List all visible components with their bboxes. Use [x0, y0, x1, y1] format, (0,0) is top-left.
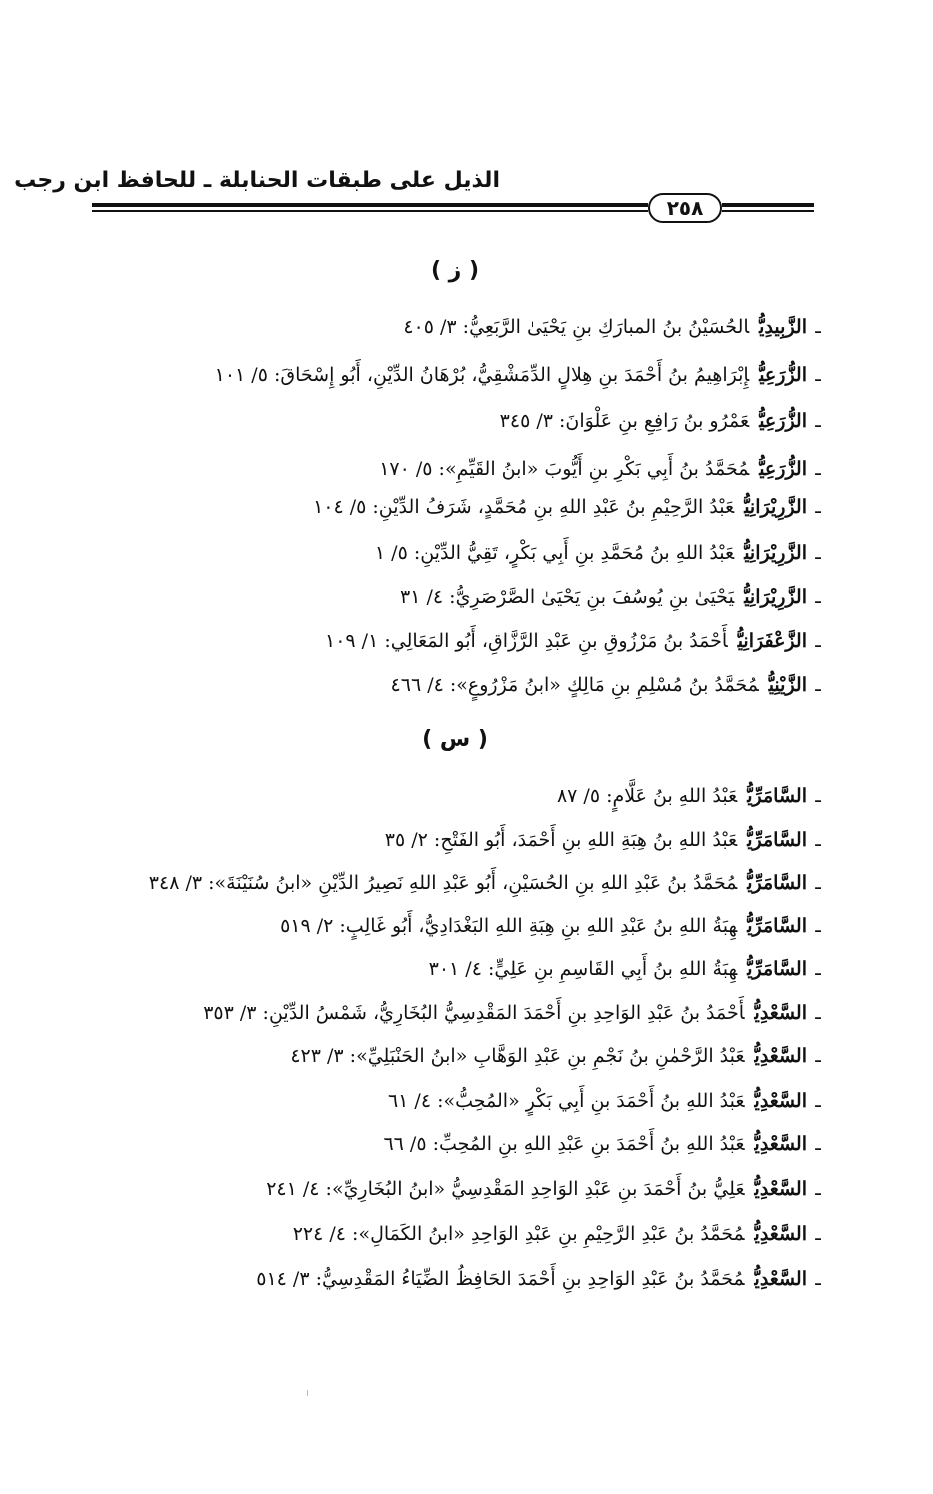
entry-text: أَحْمَدُ بنُ عَبْدِ الوَاحِدِ بنِ أَحْمَدَ المَقْدِسِيُّ البُخَارِيُّ، شَمْسُ الدِّيْنِ: ٣/ ٣٥٣ [203, 1002, 745, 1024]
header-rule-left [92, 203, 648, 213]
entry-dash: ـ [815, 1223, 821, 1245]
entry-dash: ـ [815, 1268, 821, 1290]
entry-nisba: السَّامَرِّيُّ [747, 829, 807, 851]
entry-nisba: الزَّرِيْرَانِيُّ [744, 586, 807, 608]
entry-text: هِبَةُ اللهِ بنُ أَبِي القَاسِمِ بنِ عَلِيٍّ: ٤/ ٣٠١ [428, 958, 738, 980]
entry-text: عَلِيُّ بنُ أَحْمَدَ بنِ عَبْدِ الوَاحِدِ المَقْدِسِيُّ «ابنُ البُخَارِيِّ»: ٤/ ٢٤١ [266, 1178, 745, 1200]
entry-nisba: السَّعْدِيُّ [754, 1133, 807, 1155]
index-entry [280, 912, 829, 940]
index-entry [266, 1175, 829, 1203]
entry-dash: ـ [815, 1133, 821, 1155]
index-entry [203, 999, 829, 1027]
entry-nisba: الزُّرَعِيُّ [759, 458, 807, 480]
index-entry [557, 782, 829, 810]
entry-nisba: السَّامَرِّيُّ [747, 872, 807, 894]
entry-text: مُحَمَّدُ بنُ عَبْدِ الرَّحِيْمِ بنِ عَبْدِ الوَاحِدِ «ابنُ الكَمَالِ»: ٤/ ٢٢٤ [292, 1223, 745, 1245]
index-entry [388, 1087, 829, 1115]
entry-nisba: الزَّيْنِيُّ [768, 674, 807, 696]
entry-text: مُحَمَّدُ بنُ عَبْدِ اللهِ بنِ الحُسَيْنِ، أَبُو عَبْدِ اللهِ نَصِيرُ الدِّيْنِ «ابنُ سُنَيْنَةَ»: ٣/ ٣٤٨ [148, 872, 738, 894]
entry-nisba: الزَّعْفَرَانِيُّ [737, 630, 807, 652]
entry-dash: ـ [815, 410, 821, 432]
entry-nisba: السَّعْدِيُّ [754, 1178, 807, 1200]
index-entry [429, 955, 829, 983]
entry-nisba: السَّامَرِّيُّ [747, 785, 807, 807]
index-entry [391, 671, 829, 699]
index-entry [290, 1042, 829, 1070]
entry-dash: ـ [815, 958, 821, 980]
entry-dash: ـ [815, 316, 821, 338]
index-entry [400, 583, 829, 611]
entry-nisba: السَّعْدِيُّ [754, 1223, 807, 1245]
entry-text: عَمْرُو بنُ رَافِعِ بنِ عَلْوَانَ: ٣/ ٣٤٥ [499, 410, 750, 432]
index-entry [379, 455, 829, 483]
entry-nisba: الزَّبِيدِيُّ [759, 316, 807, 338]
index-entry [385, 826, 829, 854]
entry-dash: ـ [815, 1002, 821, 1024]
entry-dash: ـ [815, 364, 821, 386]
entry-nisba: السَّعْدِيُّ [754, 1045, 807, 1067]
index-entry [383, 1130, 829, 1158]
index-entry [149, 869, 829, 897]
entry-text: إِبْرَاهِيمُ بنُ أَحْمَدَ بنِ هِلالٍ الدِّمَشْقِيُّ، بُرْهَانُ الدِّيْنِ، أَبُو إِسْحَاقَ: ٥/ ١٠١ [214, 364, 750, 386]
running-header-title: الذيل على طبقات الحنابلة ـ للحافظ ابن رجب [14, 168, 500, 193]
entry-text: يَحْيَىٰ بنِ يُوسُفَ بنِ يَحْيَىٰ الصَّرْصَرِيُّ: ٤/ ٣١ [400, 586, 735, 608]
entry-nisba: الزُّرَعِيُّ [759, 410, 807, 432]
entry-dash: ـ [815, 1090, 821, 1112]
entry-dash: ـ [815, 458, 821, 480]
section-heading-zay: ( ز ) [430, 258, 480, 283]
entry-dash: ـ [815, 872, 821, 894]
entry-nisba: السَّامَرِّيُّ [747, 958, 807, 980]
entry-text: الحُسَيْنُ بنُ المبارَكِ بنِ يَحْيَىٰ الرَّبَعِيُّ: ٣/ ٤٠٥ [403, 316, 750, 338]
index-entry [293, 1220, 829, 1248]
entry-dash: ـ [815, 785, 821, 807]
entry-dash: ـ [815, 630, 821, 652]
entry-nisba: السَّعْدِيُّ [754, 1268, 807, 1290]
entry-text: مُحَمَّدُ بنُ عَبْدِ الوَاحِدِ بنِ أَحْمَدَ الحَافِظُ الضِّيَاءُ المَقْدِسِيُّ: ٣/ ٥١٤ [256, 1268, 745, 1290]
entry-dash: ـ [815, 586, 821, 608]
entry-text: عَبْدُ اللهِ بنُ هِبَةِ اللهِ بنِ أَحْمَدَ، أَبُو الفَتْحِ: ٢/ ٣٥ [384, 829, 738, 851]
entry-text: عَبْدُ الرَّحِيْمِ بنُ عَبْدِ اللهِ بنِ مُحَمَّدٍ، شَرَفُ الدِّيْنِ: ٥/ ١٠٤ [313, 496, 735, 518]
entry-nisba: السَّعْدِيُّ [754, 1090, 807, 1112]
entry-text: هِبَةُ اللهِ بنُ عَبْدِ اللهِ بنِ هِبَةِ اللهِ البَغْدَادِيُّ، أَبُو غَالِبٍ: ٢/ ٥١٩ [280, 915, 738, 937]
scan-speck [307, 1390, 308, 1396]
entry-nisba: السَّامَرِّيُّ [747, 915, 807, 937]
header-rule-right [722, 203, 814, 213]
entry-dash: ـ [815, 1178, 821, 1200]
entry-nisba: السَّعْدِيُّ [754, 1002, 807, 1024]
entry-text: عَبْدُ اللهِ بنُ عَلَّامٍ: ٥/ ٨٧ [556, 785, 738, 807]
index-entry [500, 407, 829, 435]
index-entry [375, 539, 829, 567]
entry-text: عَبْدُ الرَّحْمٰنِ بنُ نَجْمِ بنِ عَبْدِ الوَهَّابِ «ابنُ الحَنْبَلِيِّ»: ٣/ ٤٢٣ [290, 1045, 745, 1067]
entry-nisba: الزَّرِيْرَانِيُّ [744, 496, 807, 518]
entry-dash: ـ [815, 915, 821, 937]
entry-text: أَحْمَدُ بنُ مَرْزُوقِ بنِ عَبْدِ الرَّزَّاقِ، أَبُو المَعَالِي: ١/ ١٠٩ [325, 630, 728, 652]
entry-text: مُحَمَّدُ بنُ مُسْلِمِ بنِ مَالِكٍ «ابنُ مَزْرُوعٍ»: ٤/ ٤٦٦ [390, 674, 759, 696]
page-number-badge: ٢٥٨ [648, 193, 722, 223]
index-entry [256, 1265, 829, 1293]
entry-text: مُحَمَّدُ بنُ أَبِي بَكْرِ بنِ أَيُّوبَ «ابنُ القَيِّمِ»: ٥/ ١٧٠ [379, 458, 750, 480]
entry-nisba: الزُّرَعِيُّ [759, 364, 807, 386]
entry-dash: ـ [815, 542, 821, 564]
entry-dash: ـ [815, 1045, 821, 1067]
index-entry [325, 627, 829, 655]
entry-nisba: الزَّرِيْرَانِيُّ [744, 542, 807, 564]
entry-text: عَبْدُ اللهِ بنُ أَحْمَدَ بنِ عَبْدِ اللهِ بنِ المُحِبِّ: ٥/ ٦٦ [383, 1133, 745, 1155]
entry-dash: ـ [815, 829, 821, 851]
entry-text: عَبْدُ اللهِ بنُ مُحَمَّدِ بنِ أَبِي بَكْرٍ، تَقِيُّ الدِّيْنِ: ٥/ ١ [374, 542, 735, 564]
entry-text: عَبْدُ اللهِ بنُ أَحْمَدَ بنِ أَبِي بَكْرٍ «المُحِبُّ»: ٤/ ٦١ [387, 1090, 745, 1112]
index-entry [215, 361, 829, 389]
index-entry [313, 493, 829, 521]
entry-dash: ـ [815, 674, 821, 696]
section-heading-sin: ( س ) [422, 727, 488, 752]
entry-dash: ـ [815, 496, 821, 518]
index-entry [403, 313, 829, 341]
